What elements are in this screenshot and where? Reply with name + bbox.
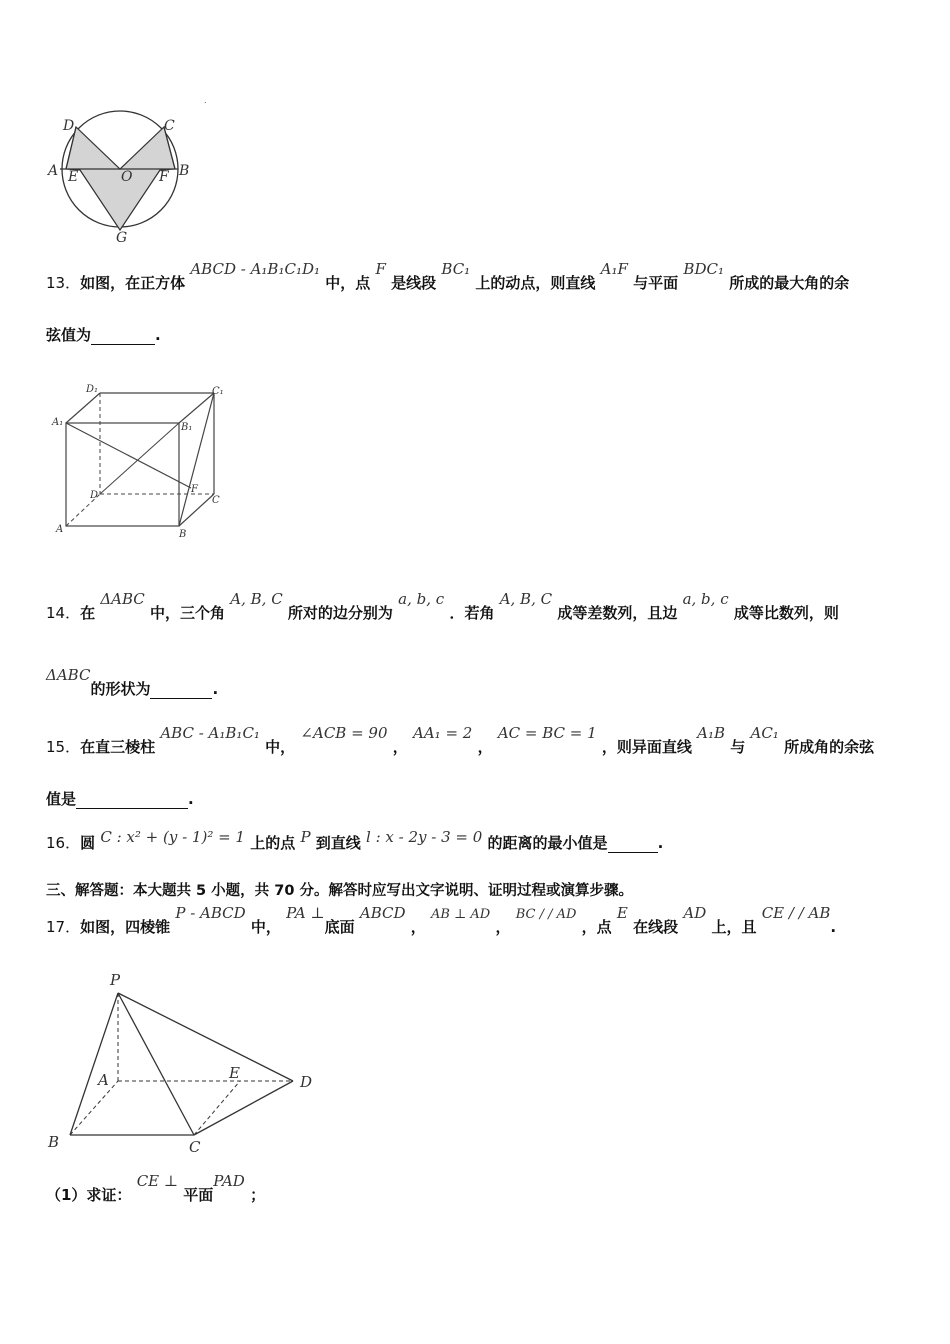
label-C: C [189, 1138, 201, 1156]
question-17-part-1: （1）求证： CE ⊥ 平面PAD ； [46, 1172, 266, 1204]
section-3-heading: 三、解答题：本大题共 5 小题，共 70 分。解答时应写出文字说明、证明过程或演算步骤。 [46, 883, 633, 899]
question-17: 17．如图，四棱锥 P - ABCD 中， PA ⊥底面 ABCD ， AB ⊥ AD ， BC / / AD ，点 E 在线段 AD 上，且 CE / / AB. [46, 904, 837, 936]
label-C1: C₁ [212, 386, 224, 397]
label-O: O [121, 169, 133, 185]
label-D: D [90, 490, 99, 501]
label-B: B [48, 1133, 60, 1151]
question-16: 16．圆 C : x² + (y - 1)² = 1 上的点 P 到直线 l : x - 2y - 3 = 0 的距离的最小值是 . [46, 828, 664, 852]
question-15-line-1: 15．在直三棱柱 ABC - A₁B₁C₁ 中， ∠ACB = 90 ， AA₁ = 2 ， AC = BC = 1 ，则异面直线 A₁B 与 AC₁ 所成角的余弦 [46, 724, 875, 756]
question-15-line-2: 值是 . [46, 790, 194, 808]
label-A: A [56, 524, 64, 535]
label-C: C [164, 118, 175, 134]
answer-blank[interactable] [76, 794, 188, 809]
answer-blank[interactable] [150, 684, 212, 699]
label-F: F [159, 169, 169, 185]
label-B: B [179, 163, 190, 179]
label-D1: D₁ [86, 384, 99, 395]
label-E: E [68, 169, 79, 185]
label-C: C [212, 495, 220, 506]
label-A: A [48, 163, 59, 179]
svg-text:.: . [204, 96, 207, 105]
label-G: G [116, 230, 128, 246]
answer-blank[interactable] [608, 838, 658, 853]
answer-blank[interactable] [91, 330, 155, 345]
question-13-line-2: 弦值为 . [46, 326, 161, 344]
figure-pyramid [45, 965, 325, 1160]
label-P: P [110, 971, 121, 989]
label-F: F [191, 484, 198, 495]
label-E: E [229, 1064, 240, 1082]
label-A: A [98, 1071, 109, 1089]
figure-cube [50, 378, 230, 543]
question-14-line-2: ΔABC的形状为 . [46, 666, 219, 698]
label-D: D [63, 118, 75, 134]
label-B: B [179, 529, 187, 540]
label-A1: A₁ [52, 417, 64, 428]
question-14-line-1: 14．在 ΔABC 中，三个角 A, B, C 所对的边分别为 a, b, c ．若角 A, B, C 成等差数列，且边 a, b, c 成等比数列，则 [46, 590, 839, 622]
question-13-line-1: 13．如图，在正方体 ABCD - A₁B₁C₁D₁ 中，点 F 是线段 BC₁ 上的动点，则直线 A₁F 与平面 BDC₁ 所成的最大角的余 [46, 260, 850, 292]
figure-circle-diagram [45, 95, 215, 250]
label-B1: B₁ [181, 422, 193, 433]
label-D: D [300, 1073, 313, 1091]
